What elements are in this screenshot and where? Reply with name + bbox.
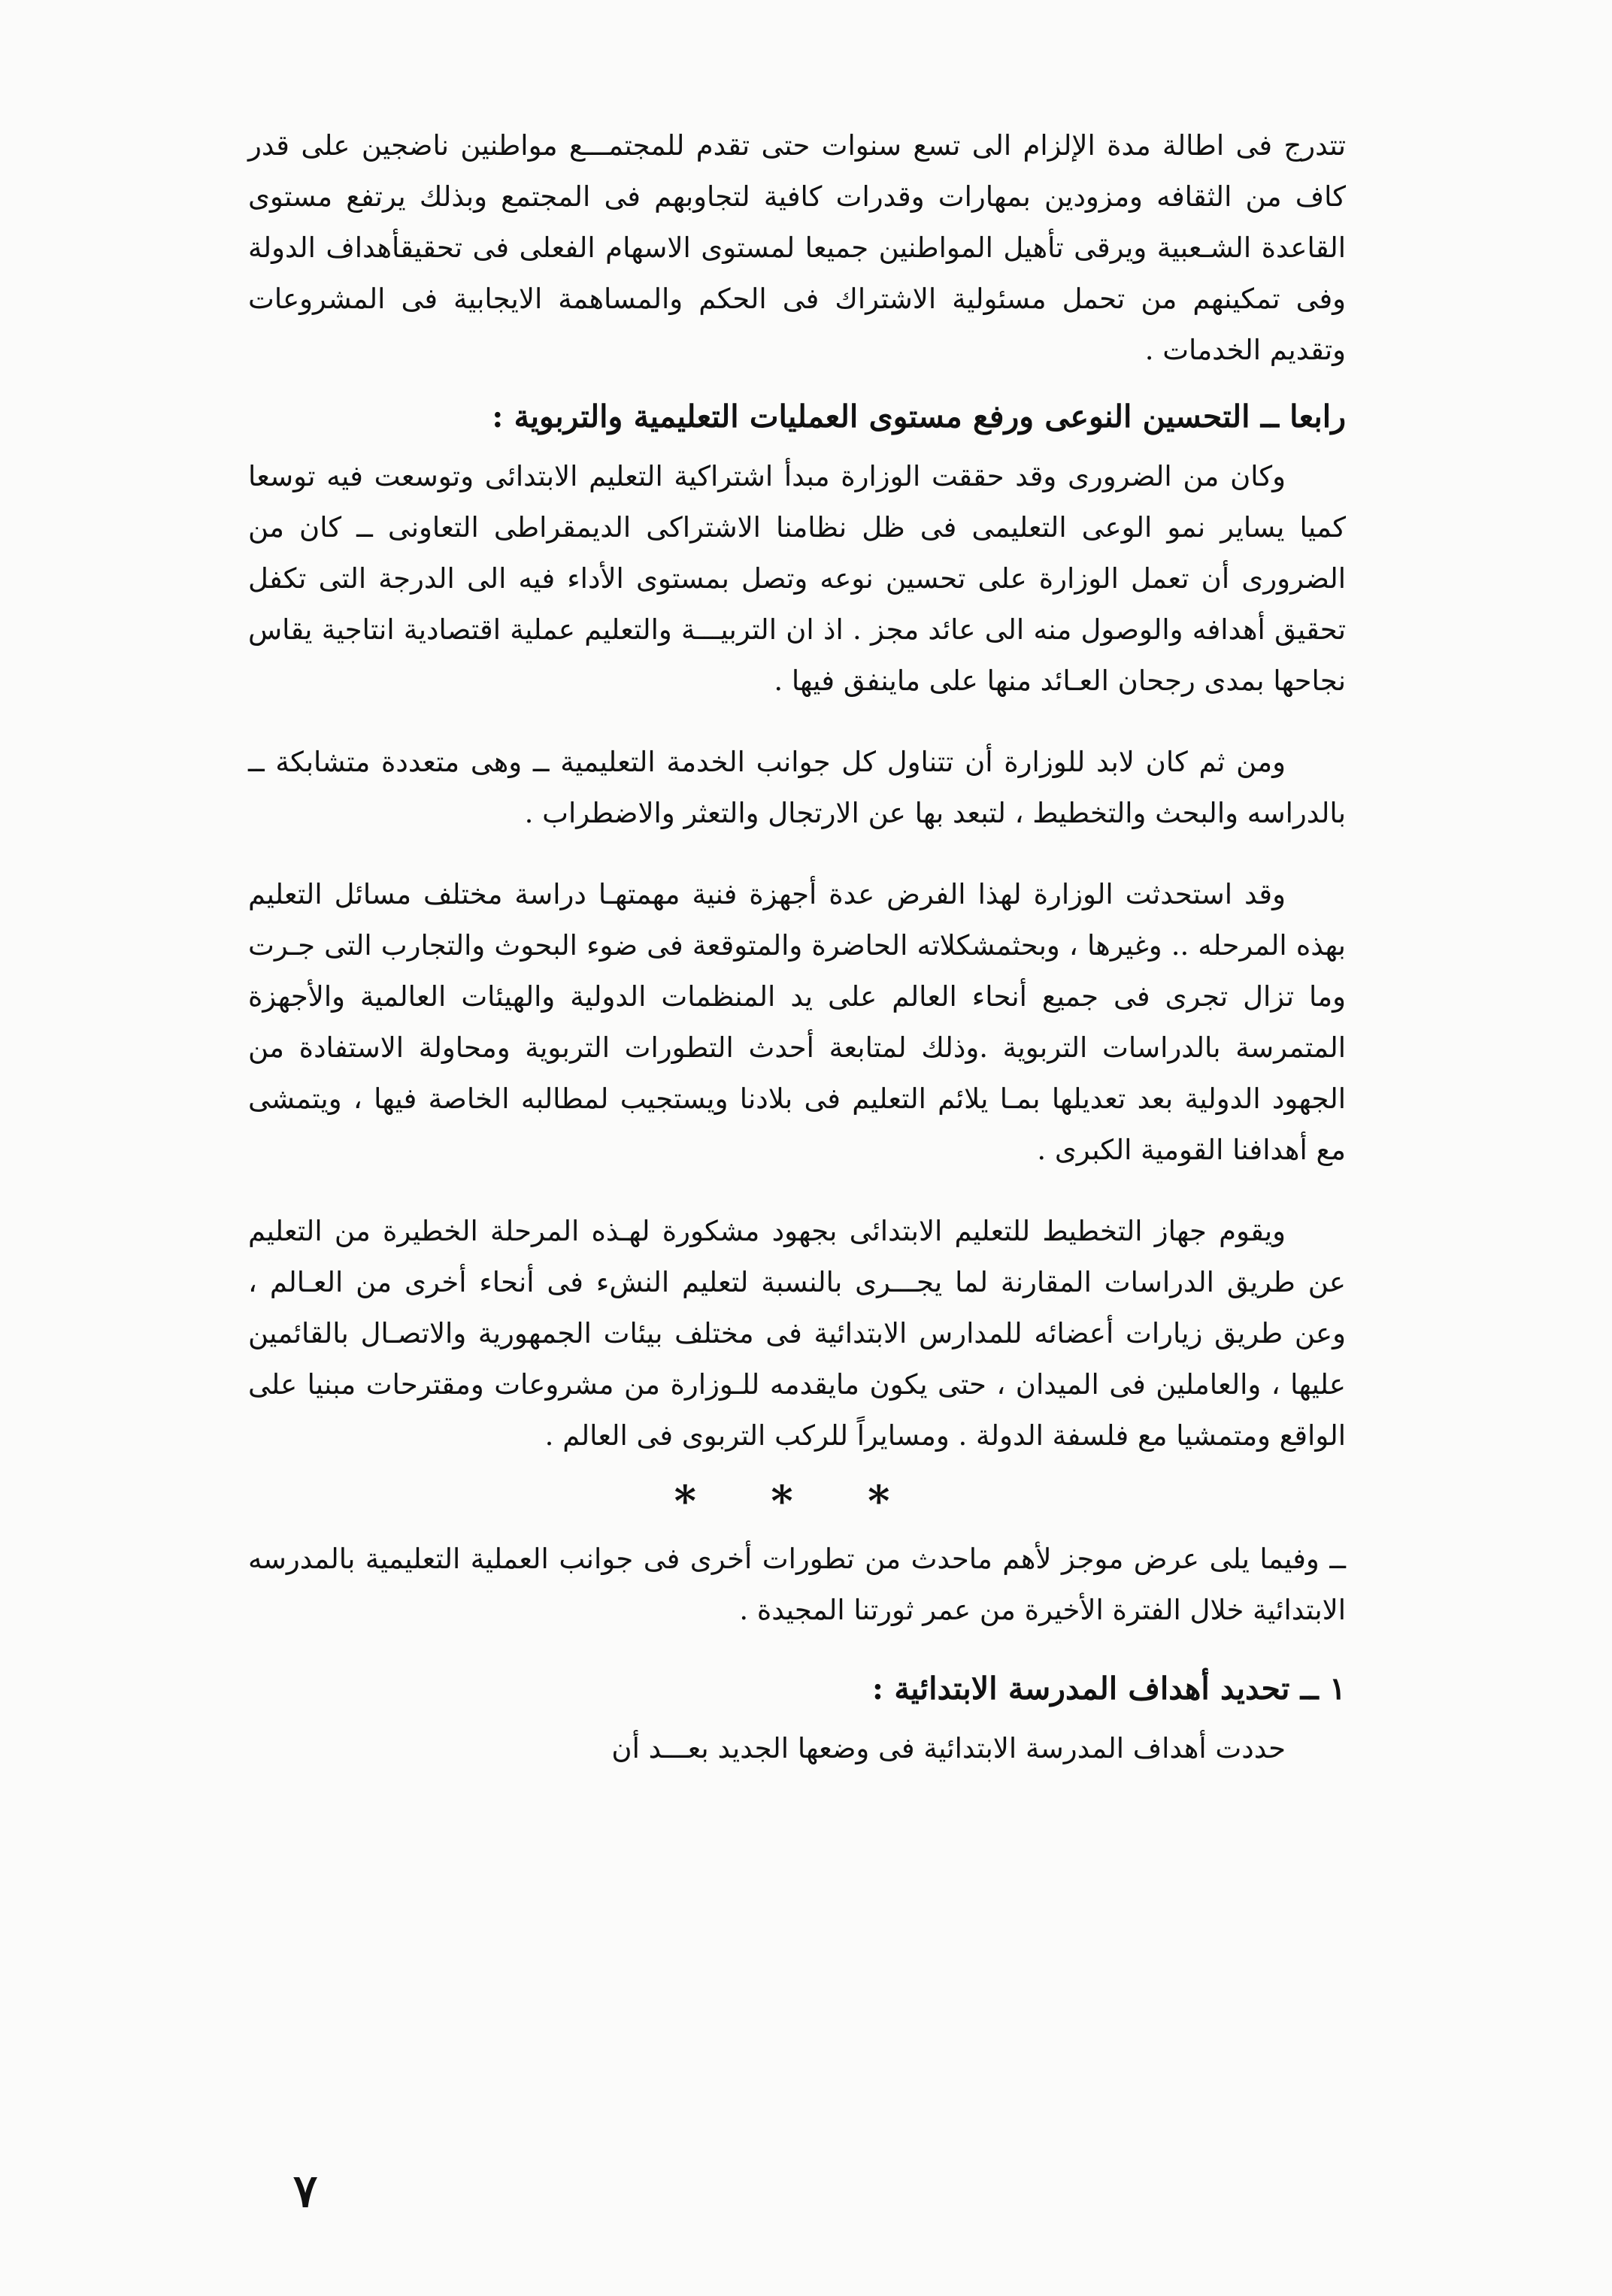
paragraph-continuation: تتدرج فى اطالة مدة الإلزام الى تسع سنوات حتى تقدم للمجتمـــع مواطنين ناضجين على قدر كاف من الثقافه ومزودين بمهارات وقدرات كافية لتجاوبهم فى المجتمع وبذلك يرتفع مستوى القاعدة الشـعبية ويرقى تأهيل المواطنين جميعا لمستوى الاسهام الفعلى فى تحقيقأهداف الدولة وفى تمكينهم من تحمل مسئولية الاشتراك فى الحكم والمساهمة الايجابية فى المشروعات وتقديم الخدمات . (248, 129, 1346, 366)
section-separator-stars: * * * (674, 1477, 920, 1526)
section-heading-objectives: ١ ــ تحديد أهداف المدرسة الابتدائية : (871, 1671, 1346, 1707)
page-number: ٧ (293, 2165, 318, 2218)
section-heading-fourth: رابعا ــ التحسين النوعى ورفع مستوى العمليات التعليمية والتربوية : (492, 398, 1346, 435)
paragraph-overview: ــ وفيما يلى عرض موجز لأهم ماحدث من تطورات أخرى فى جوانب العملية التعليمية بالمدرسه الابتدائية خلال الفترة الأخيرة من عمر ثورتنا المجيدة . (248, 1543, 1346, 1626)
paragraph-planning-unit: ويقوم جهاز التخطيط للتعليم الابتدائى بجهود مشكورة لهـذه المرحلة الخطيرة من التعليم عن طريق الدراسات المقارنة لما يجـــرى بالنسبة لتعليم النشء فى أنحاء أخرى من العـالم ، وعن طريق زيارات أعضائه للمدارس الابتدائية فى مختلف بيئات الجمهورية والاتصـال بالقائمين عليها ، والعاملين فى الميدان ، حتى يكون مايقدمه للـوزارة من مشروعات ومقترحات مبنيا على الواقع ومتمشيا مع فلسفة الدولة . ومسايراً للركب التربوى فى العالم . (248, 1215, 1346, 1452)
paragraph-technical-bodies: وقد استحدثت الوزارة لهذا الفرض عدة أجهزة فنية مهمتهـا دراسة مختلف مسائل التعليم بهذه المرحله .. وغيرها ، وبحثمشكلاته الحاضرة والمتوقعة فى ضوء البحوث والتجارب التى جـرت وما تزال تجرى فى جميع أنحاء العالم على يد المنظمات الدولية والهيئات العالمية والأجهزة المتمرسة بالدراسات التربوية .وذلك لمتابعة أحدث التطورات التربوية ومحاولة الاستفادة من الجهود الدولية بعد تعديلها بمـا يلائم التعليم فى بلادنا ويستجيب لمطالبه الخاصة فيها ، ويتمشى مع أهدافنا القومية الكبرى . (248, 878, 1346, 1166)
paragraph-quality-improvement: وكان من الضرورى وقد حققت الوزارة مبدأ اشتراكية التعليم الابتدائى وتوسعت فيه توسعا كميا يساير نمو الوعى التعليمى فى ظل نظامنا الاشتراكى الديمقراطى التعاونى ــ كان من الضرورى أن تعمل الوزارة على تحسين نوعه وتصل بمستوى الأداء فيه الى الدرجة التى تكفل تحقيق أهدافه والوصول منه الى عائد مجز . اذ ان التربيـــة والتعليم عملية اقتصادية انتاجية يقاس نجاحها بمدى رجحان العـائد منها على ماينفق فيها . (248, 460, 1346, 697)
page-body (248, 120, 1346, 1774)
paragraph-objectives-start: حددت أهداف المدرسة الابتدائية فى وضعها الجديد بعـــد أن (611, 1732, 1286, 1764)
paragraph-planning: ومن ثم كان لابد للوزارة أن تتناول كل جوانب الخدمة التعليمية ــ وهى متعددة متشابكة ــ بالدراسه والبحث والتخطيط ، لتبعد بها عن الارتجال والتعثر والاضطراب . (248, 746, 1346, 829)
